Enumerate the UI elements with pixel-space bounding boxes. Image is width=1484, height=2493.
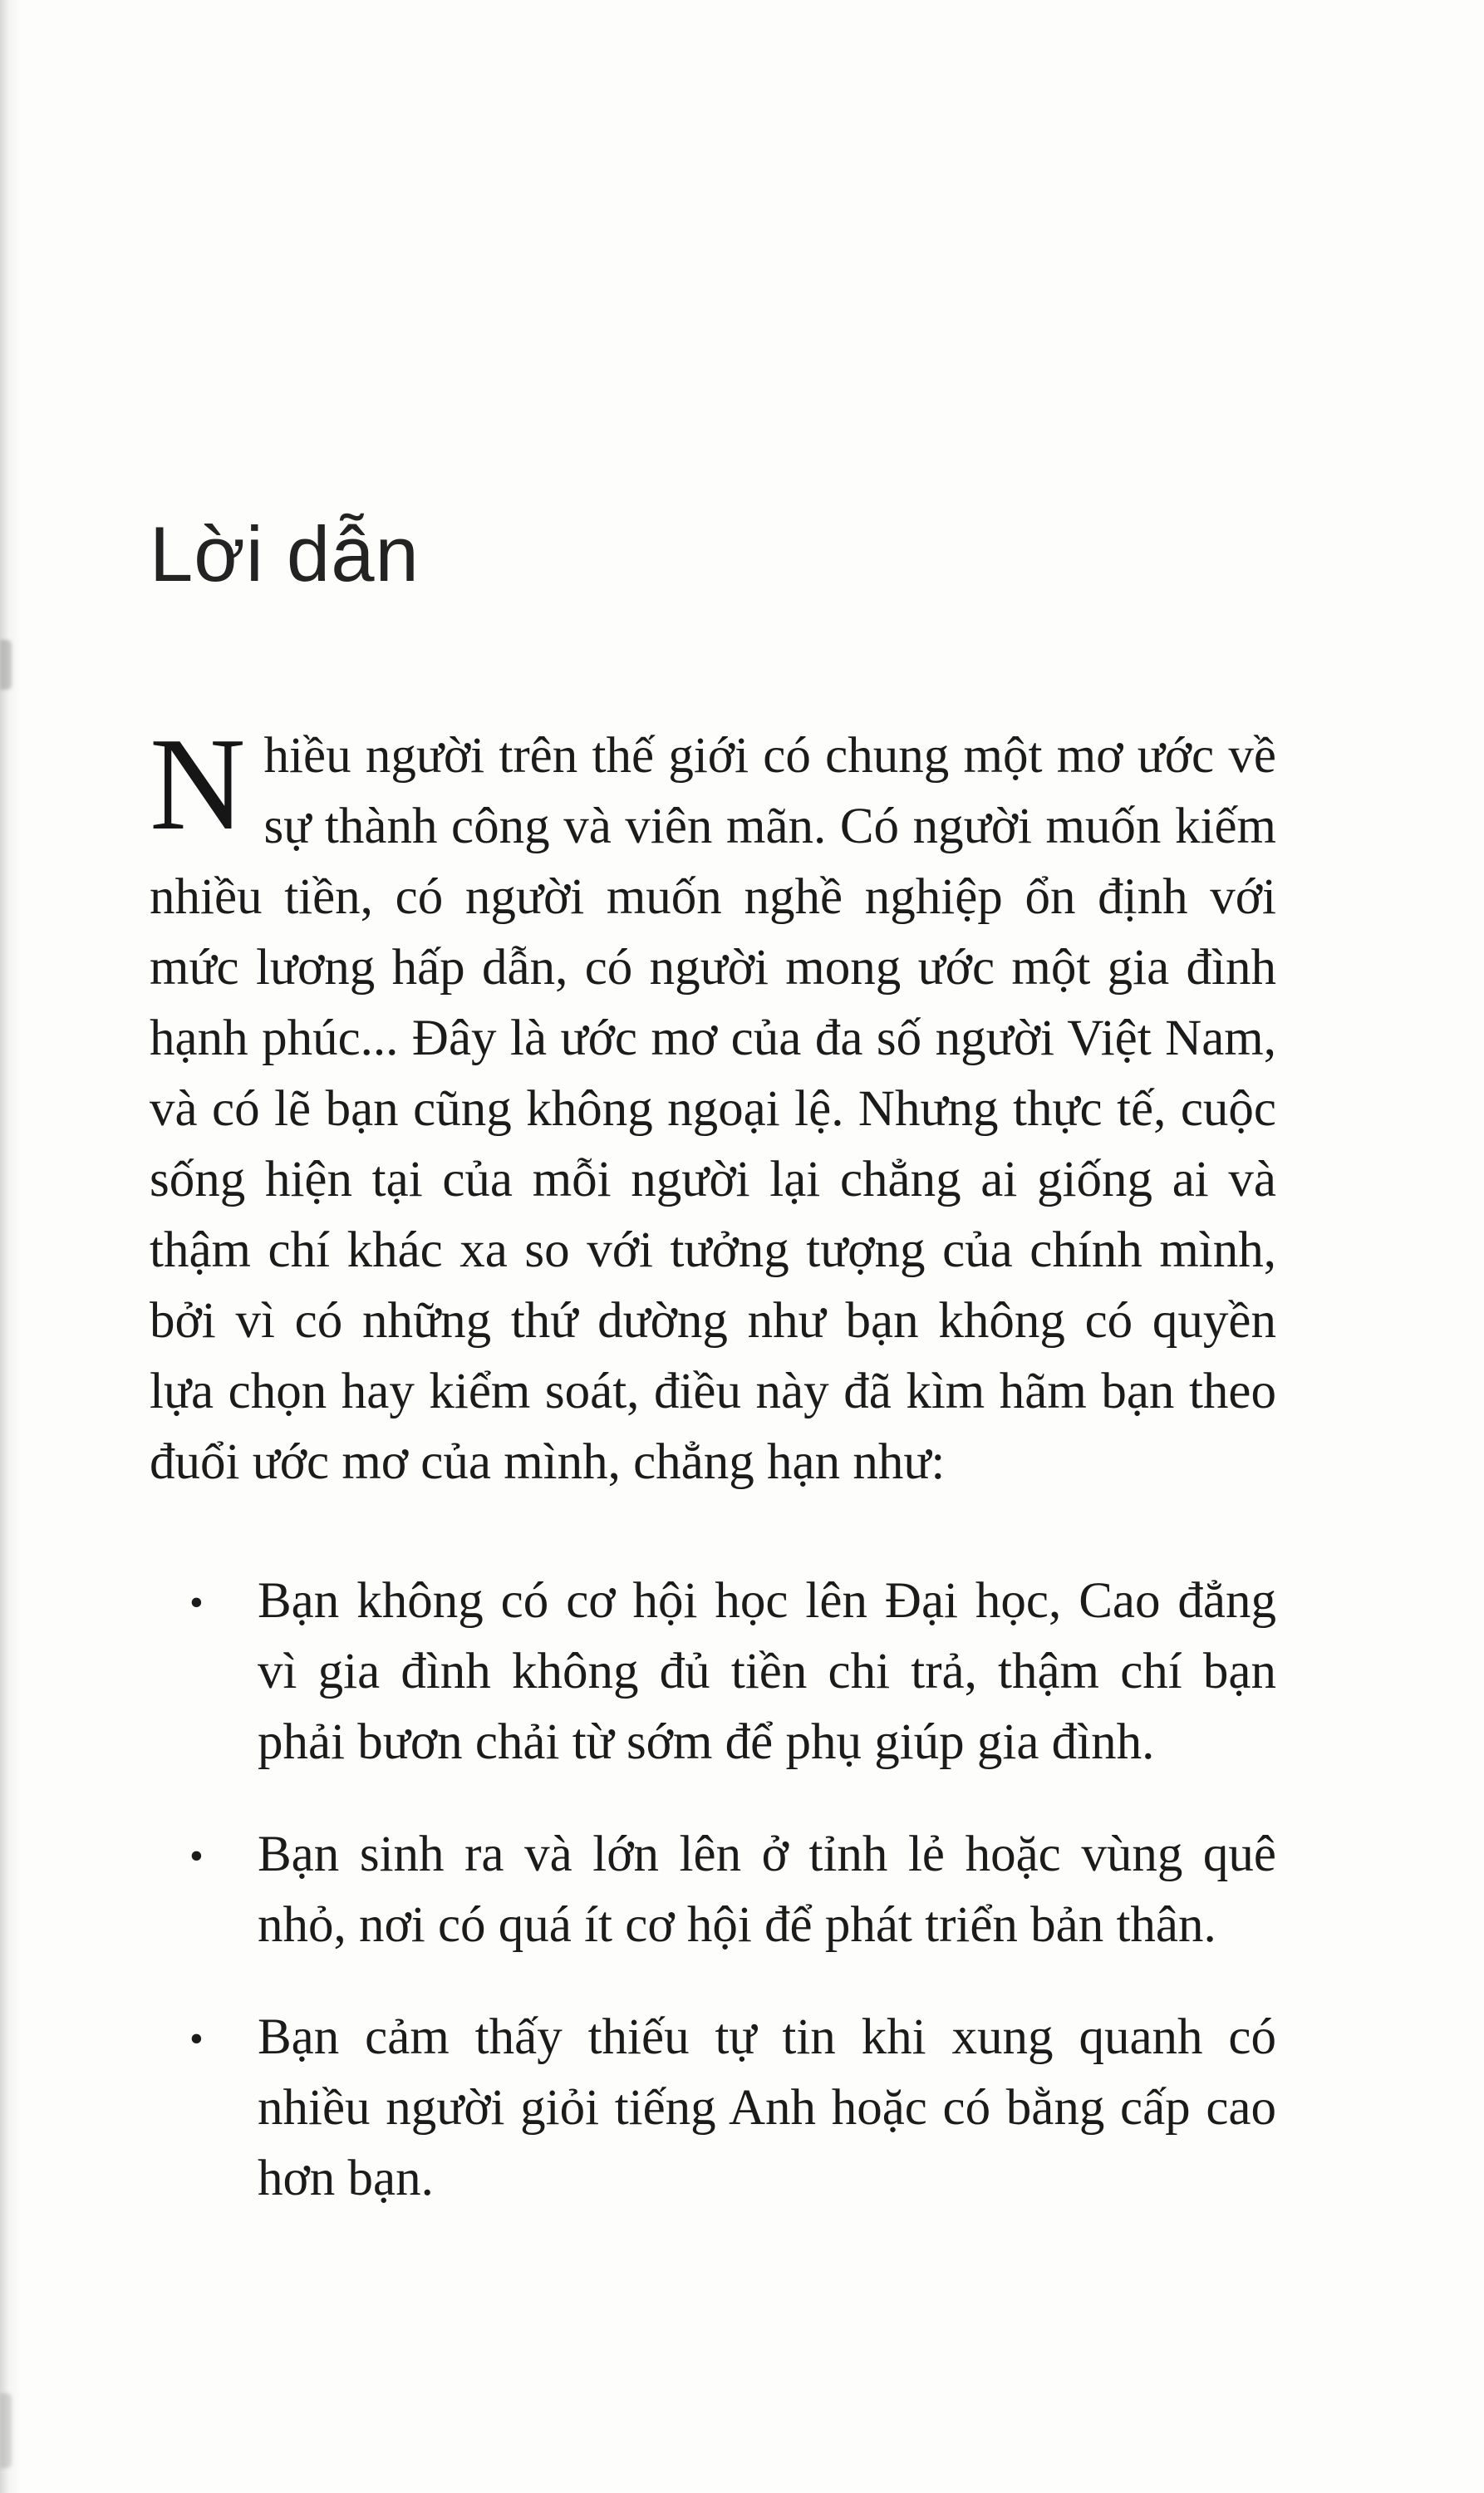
- scan-smudge: [0, 2393, 12, 2468]
- drop-cap: N: [150, 709, 246, 858]
- list-item-text: Bạn không có cơ hội học lên Đại học, Cao đẳng vì gia đình không đủ tiền chi trả, thậm chí bạn phải bươn chải từ sớm để phụ giúp gia đình.: [258, 1572, 1276, 1770]
- list-item: [150, 1819, 1276, 1960]
- intro-paragraph-text: hiều người trên thế giới có chung một mơ ước về sự thành công và viên mãn. Có người muốn kiếm nhiều tiền, có người muốn nghề nghiệp ổn định với mức lương hấp dẫn, có người mong ước một gia đình hạnh phúc... Đây là ước mơ của đa số người Việt Nam, và có lẽ bạn cũng không ngoại lệ. Nhưng thực tế, cuộc sống hiện tại của mỗi người lại chẳng ai giống ai và thậm chí khác xa so với tưởng tượng của chính mình, bởi vì có những thứ dường như bạn không có quyền lựa chọn hay kiểm soát, điều này đã kìm hãm bạn theo đuổi ước mơ của mình, chẳng hạn như:: [150, 727, 1276, 1490]
- scan-smudge: [0, 640, 12, 690]
- list-item-text: Bạn sinh ra và lớn lên ở tỉnh lẻ hoặc vùng quê nhỏ, nơi có quá ít cơ hội để phát triển bản thân.: [258, 1826, 1276, 1953]
- bullet-icon: •: [189, 1580, 204, 1625]
- list-item: [150, 2002, 1276, 2214]
- list-item-text: Bạn cảm thấy thiếu tự tin khi xung quanh có nhiều người giỏi tiếng Anh hoặc có bằng cấp cao hơn bạn.: [258, 2009, 1276, 2206]
- body-text-block: [150, 709, 1276, 2214]
- intro-paragraph: [150, 709, 1276, 1497]
- bullet-list: [150, 1566, 1276, 2214]
- bullet-icon: •: [189, 2016, 204, 2061]
- page-title: Lời dẫn: [150, 510, 420, 597]
- list-item: [150, 1566, 1276, 1778]
- bullet-icon: •: [189, 1833, 204, 1878]
